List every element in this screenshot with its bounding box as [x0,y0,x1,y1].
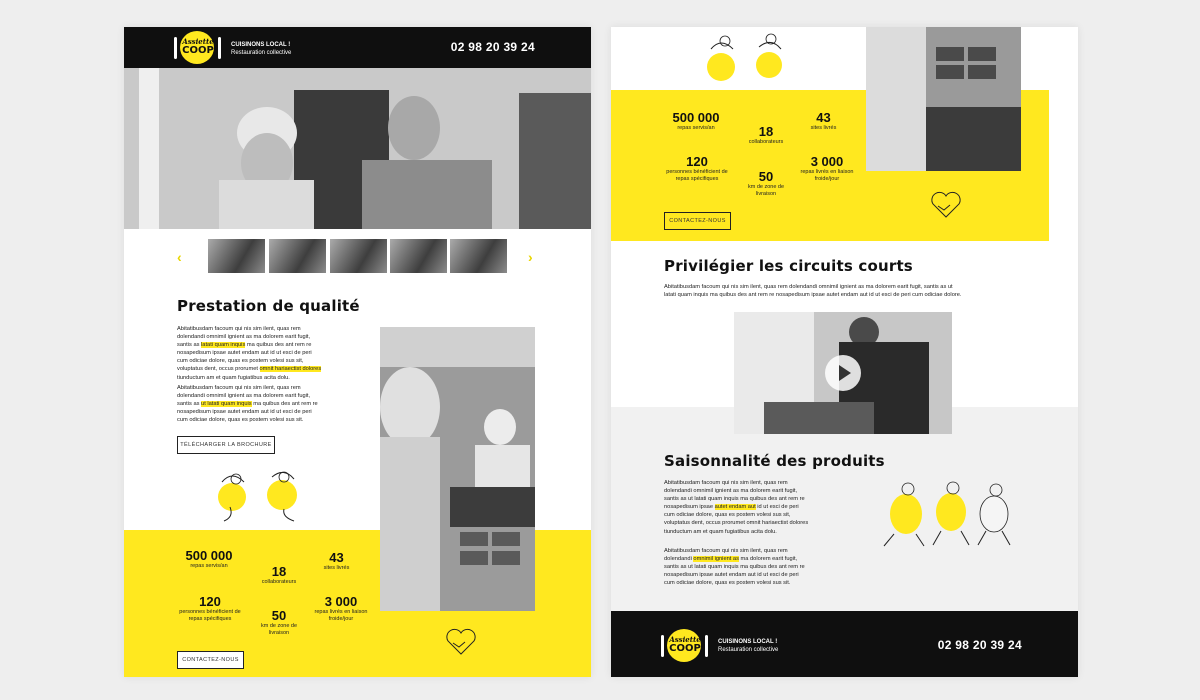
stat-special-meals: 120 personnes bénéficient de repas spécifiques [666,154,728,182]
play-icon[interactable] [825,355,861,391]
stat-staff: 18 collaborateurs [261,564,297,585]
download-brochure-button[interactable]: TÉLÉCHARGER LA BROCHURE [177,436,275,454]
handshake-heart-icon [444,627,478,657]
carousel-prev-icon[interactable]: ‹ [177,249,182,265]
section-title-seasonal: Saisonnalité des produits [664,452,885,470]
stat-cold-meals: 3 000 repas livrés en liaison froide/jour [314,594,368,622]
short-circuits-paragraph: Abitatibusdam facoum qui nis sim ilent, quas rem dolendandi omnimil ignient as ma dolorem earit fugit, santis as ut latati quam inquis ma quibus des ant rem re nosapedisum ipsae autet endam aut id ut esci de peri cum odiciae dolore. [664,284,962,299]
hero-photo [124,68,591,229]
quality-paragraph-2: Abitatibusdam facoum qui nis sim ilent, quas rem dolendandi omnimil ignient as ma dolorem earit fugit, santis as ut latati quam inquis ma quibus des ant rem re nosapedisum ipsae autet endam aut id ut esci de peri cum odiciae dolore, quas es postem volesi sus sit. [177,385,318,424]
stat-special-meals: 120 personnes bénéficient de repas spécifiques [179,594,241,622]
kitchen-photo-art [380,327,535,611]
contact-button[interactable]: CONTACTEZ-NOUS [177,651,244,669]
carousel-next-icon[interactable]: › [528,249,533,265]
running-cooks-illustration [876,479,1026,549]
thumbnail[interactable] [330,239,387,273]
section-title-short-circuits: Privilégier les circuits courts [664,257,913,275]
site-footer [611,611,1078,677]
logo-text-bottom: COOP [182,45,214,56]
tagline-title: CUISINONS LOCAL ! [718,639,778,645]
stat-delivery-zone: 50 km de zone de livraison [747,169,785,197]
stat-cold-meals: 3 000 repas livrés en liaison froide/jour [800,154,854,182]
stat-staff: 18 collaborateurs [748,124,784,145]
contact-button-right[interactable]: CONTACTEZ-NOUS [664,212,731,230]
thumbnail[interactable] [208,239,265,273]
footer-logo[interactable] [659,629,711,662]
quality-paragraph-1: Abitatibusdam facoum qui nis sim ilent, quas rem dolendandi omnimil ignient as ma dolorem earit fugit, santis as latati quam inquis ma quibus des ant rem re nosapedisum ipsae autet endam aut id ut esci de peri cum odiciae dolore, quas es postem volesi sus sit, voluptatus dent, occus prorumet omnit hariaectist dolores tiunductum am et quam fugiatibus acita dolu. [177,326,322,381]
tagline-subtitle: Restauration collective [718,647,779,653]
chef-video[interactable] [734,312,952,434]
knife-icon [705,635,708,657]
thumbnail[interactable] [269,239,326,273]
kitchen-photo [380,327,535,611]
thumbnail[interactable] [450,239,507,273]
stat-sites: 43 sites livrés [323,550,350,571]
logo-text-top: Assiette [182,37,214,46]
knife-icon [218,37,221,59]
page-mockup-left [124,27,591,677]
tagline-subtitle: Restauration collective [231,50,292,56]
footer-phone-number[interactable]: 02 98 20 39 24 [937,638,1022,652]
page-mockup-right [611,27,1078,677]
thumbnail[interactable] [390,239,447,273]
packaging-photo [866,27,1021,171]
footer-tagline [718,638,778,654]
stat-meals: 500 000 repas servis/an [185,548,233,569]
logo-text-top: Assiette [669,635,701,644]
hero-photo-art [124,68,591,229]
stat-meals: 500 000 repas servis/an [672,110,720,131]
seasonal-paragraph-2: Abitatibusdam facoum qui nis sim ilent, quas rem dolendandi omnimil ignient as ma dolorem earit fugit, santis as ut latati quam inquis ma quibus des ant rem re nosapedisum ipsae autet endam aut id ut esci de peri cum odiciae dolore, quas es postem volesi sus sit. [664,548,805,587]
logo-text-bottom: COOP [669,643,701,654]
handshake-heart-icon [929,190,963,220]
seasonal-paragraph-1: Abitatibusdam facoum qui nis sim ilent, quas rem dolendandi omnimil ignient as ma dolorem earit fugit, santis as ut latati quam inquis ma quibus des ant rem re nosapedisum ipsae autet endam aut id ut esci de peri cum odiciae dolore, quas es postem volesi sus sit, voluptatus dent, occus prorumet omnit hariaectist dolores tiunductum am et quam fugiatibus acita dolu. [664,480,809,535]
cooks-illustration-top [699,29,799,85]
site-header [124,27,591,68]
brand-logo[interactable] [172,31,224,64]
cooks-illustration [212,467,312,522]
phone-number[interactable]: 02 98 20 39 24 [450,40,535,54]
stat-delivery-zone: 50 km de zone de livraison [260,608,298,636]
packaging-photo-art [866,27,1021,171]
thumbnail-strip [176,239,540,275]
fork-icon [661,635,664,657]
stat-sites: 43 sites livrés [810,110,837,131]
section-title-quality: Prestation de qualité [177,297,360,315]
tagline-title: CUISINONS LOCAL ! [231,42,291,48]
brand-tagline [231,41,291,57]
fork-icon [174,37,177,59]
